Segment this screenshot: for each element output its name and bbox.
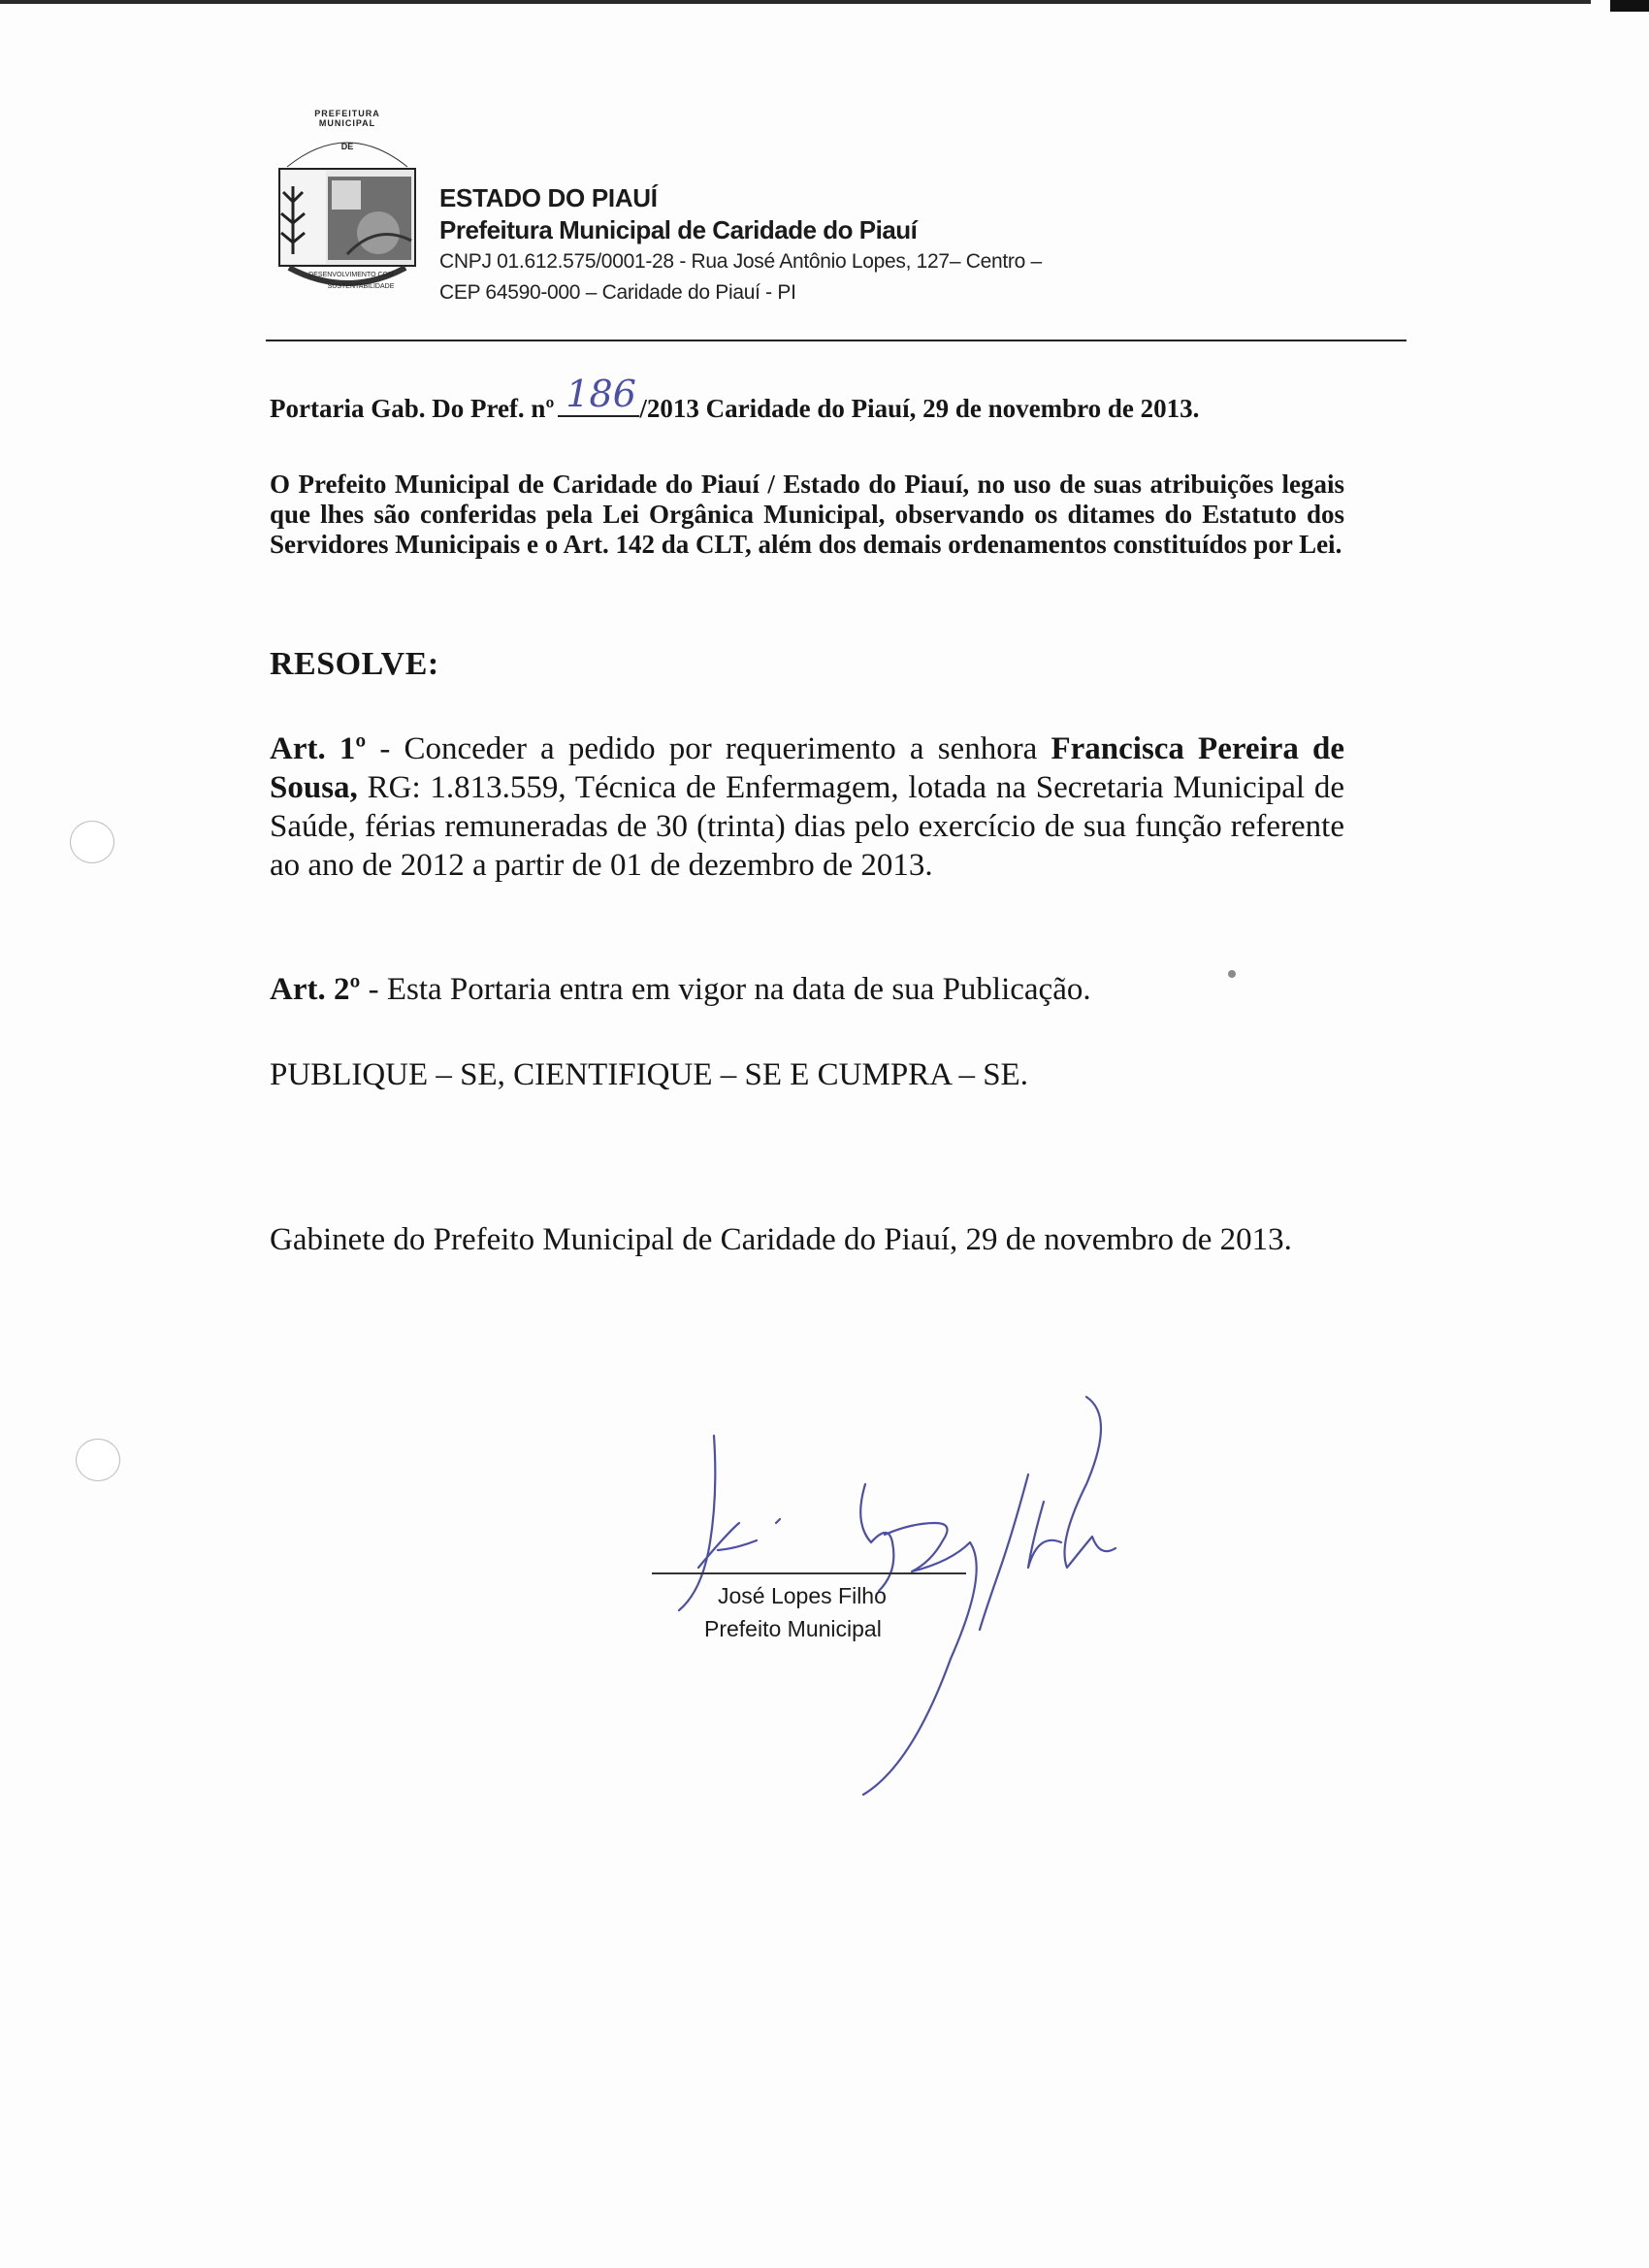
preamble-paragraph: O Prefeito Municipal de Caridade do Piauí / Estado do Piauí, no uso de suas atribuições legais que lhes são conferidas pela Lei Orgânica Municipal, observando os ditames do Estatuto dos Servidores Municipais e o Art. 142 da CLT, além dos demais ordenamentos constituídos por Lei. <box>270 470 1344 559</box>
letterhead <box>270 109 1406 341</box>
ink-speck <box>1228 970 1236 978</box>
employee-name: Francisca Pereira de Sousa, <box>270 731 1344 805</box>
seal-motto-2: SUSTENTABILIDADE <box>327 283 395 290</box>
letterhead-text <box>439 182 1400 308</box>
state-name: ESTADO DO PIAUÍ <box>439 183 658 212</box>
address-line-1: CNPJ 01.612.575/0001-28 - Rua José Antônio Lopes, 127– Centro – <box>439 250 1042 273</box>
signatory-name: José Lopes Filho <box>718 1583 887 1608</box>
prefeitura-name: Prefeitura Municipal de Caridade do Piauí <box>439 215 918 244</box>
resolve-heading: RESOLVE: <box>270 646 439 682</box>
handwritten-portaria-number: 186 <box>566 373 636 415</box>
article-1-text-b: RG: 1.813.559, Técnica de Enfermagem, lotada na Secretaria Municipal de Saúde, férias remuneradas de 30 (trinta) dias pelo exercício de sua função referente ao ano de 2012 a partir de 01 de dezembro de 2013. <box>270 770 1344 883</box>
article-2-text: - Esta Portaria entra em vigor na data de sua Publicação. <box>360 972 1091 1007</box>
seal-ring-text: PREFEITURA MUNICIPAL <box>314 109 380 128</box>
article-1-text-a: - Conceder a pedido por requerimento a senhora <box>366 731 1051 766</box>
portaria-prefix: Portaria Gab. Do Pref. nº <box>270 394 555 423</box>
closing-paragraph: Gabinete do Prefeito Municipal de Caridade do Piauí, 29 de novembro de 2013. <box>270 1222 1292 1257</box>
seal-motto-1: DESENVOLVIMENTO COM <box>308 272 394 278</box>
portaria-suffix: /2013 Caridade do Piauí, 29 de novembro de 2013. <box>639 394 1200 423</box>
portaria-title <box>270 373 1356 424</box>
scan-corner <box>1610 0 1649 12</box>
publication-order: PUBLIQUE – SE, CIENTIFIQUE – SE E CUMPRA – SE. <box>270 1057 1028 1092</box>
article-2-label: Art. 2º <box>270 972 361 1007</box>
portaria-number-blank <box>558 373 639 417</box>
municipal-seal-logo <box>270 109 425 303</box>
article-1 <box>270 729 1344 885</box>
scan-edge <box>0 0 1591 4</box>
article-2 <box>270 970 1344 1009</box>
seal-de-text: DE <box>340 142 354 151</box>
signatory-role: Prefeito Municipal <box>704 1616 882 1641</box>
punch-hole <box>70 821 114 863</box>
article-1-label: Art. 1º <box>270 731 367 766</box>
address-line-2: CEP 64590-000 – Caridade do Piauí - PI <box>439 281 796 304</box>
punch-hole <box>76 1439 120 1481</box>
header-divider <box>266 340 1406 341</box>
signature-line <box>652 1572 966 1574</box>
